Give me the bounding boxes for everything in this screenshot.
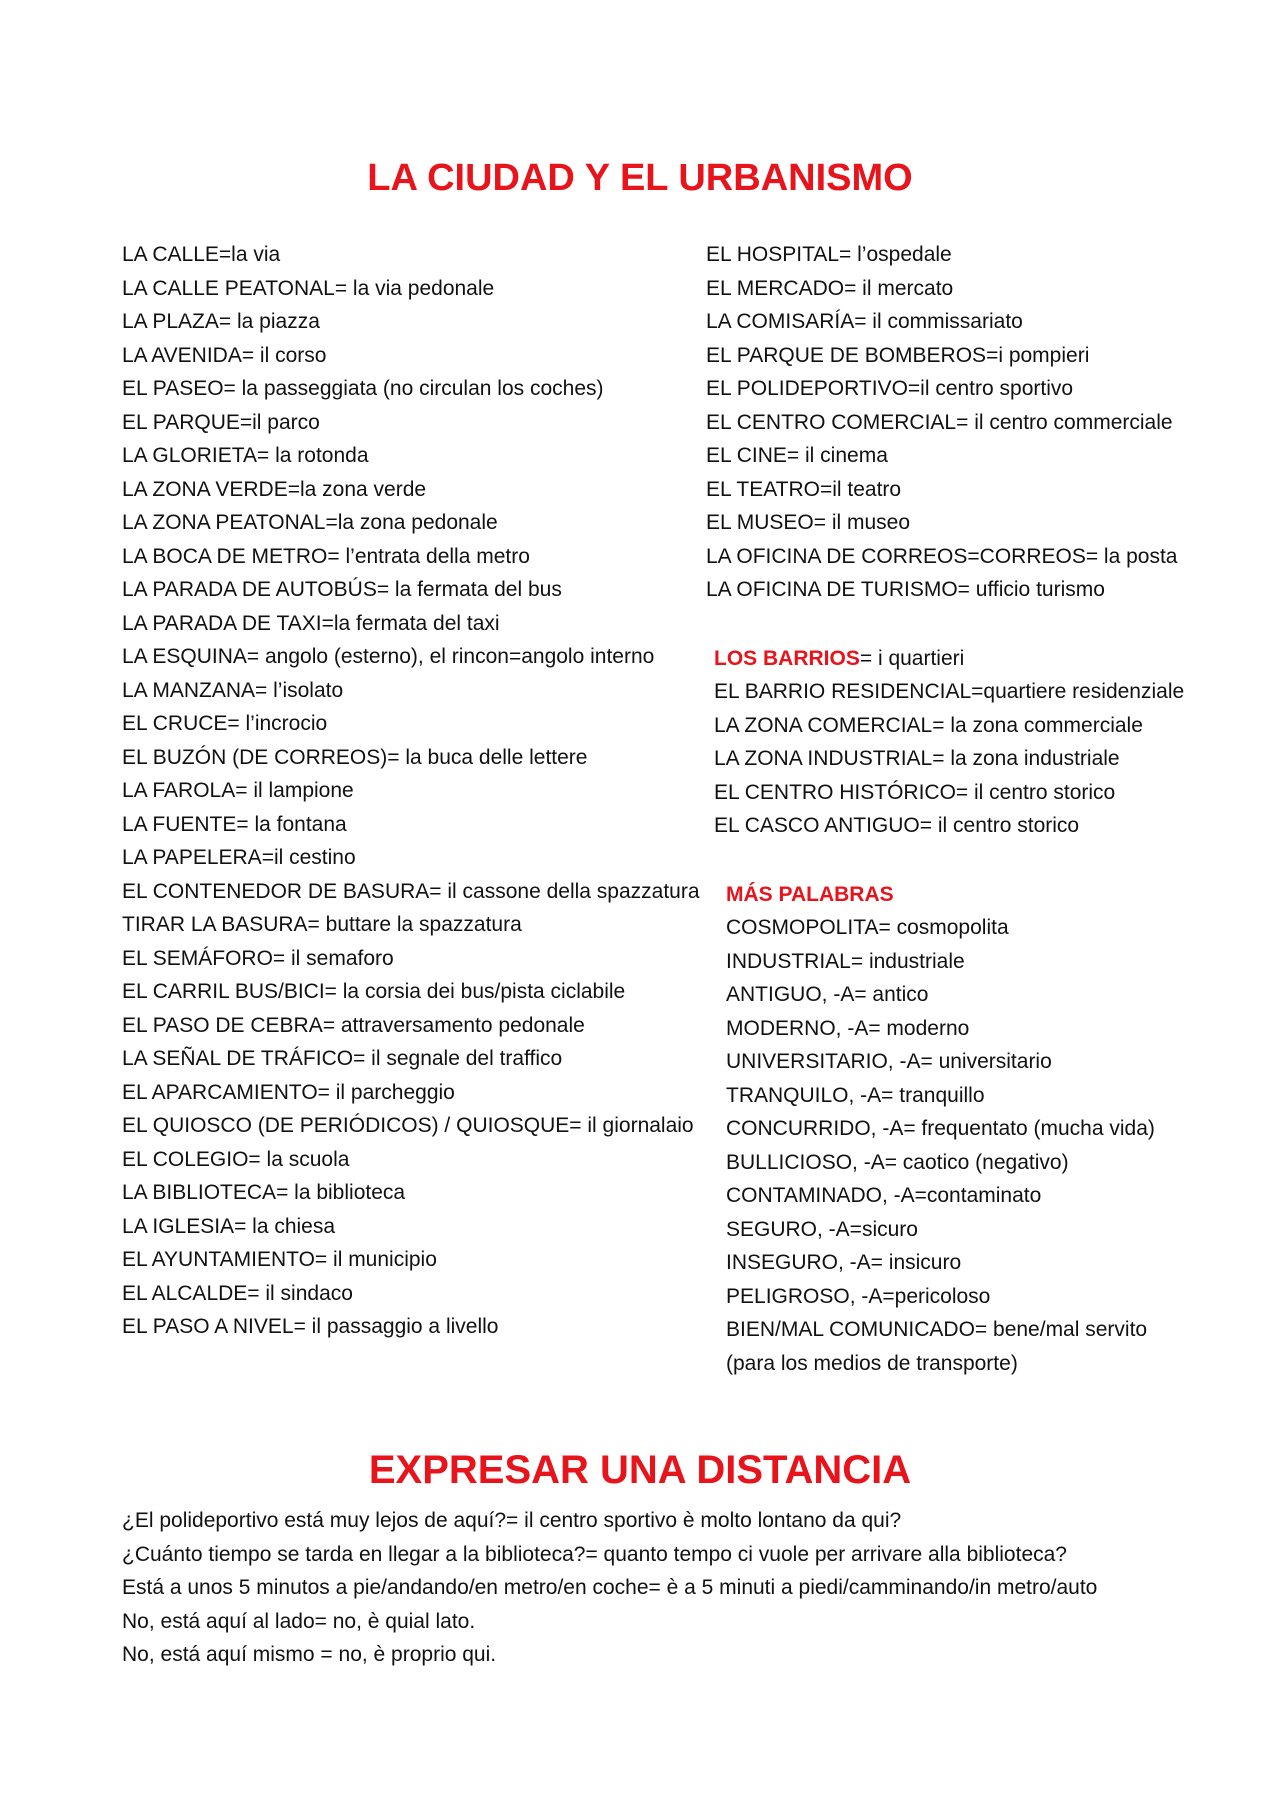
vocab-entry: INSEGURO, -A= insicuro — [726, 1251, 962, 1274]
vocab-entry: ANTIGUO, -A= antico — [726, 983, 929, 1006]
vocab-entry: EL TEATRO=il teatro — [706, 477, 902, 501]
spacer — [706, 843, 1276, 878]
vocab-entry: LA ESQUINA= angolo (esterno), el rincon=angolo interno — [122, 645, 655, 668]
vocab-entry: EL AYUNTAMIENTO= il municipio — [122, 1248, 437, 1271]
section-title-distance: EXPRESAR UNA DISTANCIA — [368, 1448, 912, 1492]
vocab-entry: LA PAPELERA=il cestino — [122, 846, 356, 869]
vocab-entry: CONTAMINADO, -A=contaminato — [726, 1184, 1042, 1207]
palabras-heading: MÁS PALABRAS — [726, 882, 894, 906]
vocab-entry: LA BOCA DE METRO= l’entrata della metro — [122, 544, 530, 568]
vocab-entry: EL ALCALDE= il sindaco — [122, 1281, 353, 1305]
vocab-entry: LA SEÑAL DE TRÁFICO= il segnale del traffico — [122, 1047, 563, 1070]
vocab-entry: EL CARRIL BUS/BICI= la corsia dei bus/pista ciclabile — [122, 980, 626, 1003]
vocab-entry: EL CINE= il cinema — [706, 444, 888, 467]
places-list — [706, 238, 1276, 607]
vocab-entry: LA FAROLA= il lampione — [122, 779, 354, 802]
page-title: LA CIUDAD Y EL URBANISMO — [367, 157, 913, 199]
vocab-entry: EL SEMÁFORO= il semaforo — [122, 946, 394, 970]
vocab-entry: LA BIBLIOTECA= la biblioteca — [122, 1181, 406, 1204]
left-vocabulary-column — [122, 238, 702, 1344]
vocab-entry: (para los medios de transporte) — [726, 1351, 1018, 1375]
distance-phrase: No, está aquí al lado= no, è quial lato. — [122, 1609, 476, 1633]
distance-phrase: No, está aquí mismo = no, è proprio qui. — [122, 1643, 497, 1666]
vocab-entry: EL CONTENEDOR DE BASURA= il cassone della spazzatura — [122, 879, 700, 903]
vocab-entry: MODERNO, -A= moderno — [726, 1016, 970, 1040]
spacer — [706, 607, 1276, 642]
vocab-entry: EL PASO DE CEBRA= attraversamento pedonale — [122, 1013, 585, 1037]
vocab-entry: EL PASO A NIVEL= il passaggio a livello — [122, 1315, 499, 1338]
vocab-entry: LA OFICINA DE CORREOS=CORREOS= la posta — [706, 544, 1178, 568]
barrios-heading: LOS BARRIOS — [714, 646, 860, 670]
vocab-entry: LA PARADA DE AUTOBÚS= la fermata del bus — [122, 578, 562, 601]
vocab-entry: LA PLAZA= la piazza — [122, 310, 320, 333]
vocab-entry: LA CALLE PEATONAL= la via pedonale — [122, 276, 495, 300]
vocab-entry: LA PARADA DE TAXI=la fermata del taxi — [122, 611, 500, 635]
distance-phrase: ¿Cuánto tiempo se tarda en llegar a la biblioteca?= quanto tempo ci vuole per arrivare alla biblioteca? — [122, 1542, 1067, 1566]
vocab-entry: BIEN/MAL COMUNICADO= bene/mal servito — [726, 1318, 1148, 1341]
barrios-heading-line — [706, 642, 1276, 676]
distance-phrase: Está a unos 5 minutos a pie/andando/en metro/en coche= è a 5 minuti a piedi/camminando/in metro/auto — [122, 1576, 1098, 1599]
vocab-entry: EL APARCAMIENTO= il parcheggio — [122, 1080, 455, 1104]
vocab-entry: COSMOPOLITA= cosmopolita — [726, 916, 1009, 939]
vocab-entry: LA ZONA COMERCIAL= la zona commerciale — [714, 713, 1143, 737]
vocab-entry: LA ZONA PEATONAL=la zona pedonale — [122, 511, 498, 534]
vocab-entry: PELIGROSO, -A=pericoloso — [726, 1284, 991, 1308]
vocab-entry: TRANQUILO, -A= tranquillo — [726, 1083, 985, 1107]
vocab-entry: CONCURRIDO, -A= frequentato (mucha vida) — [726, 1117, 1155, 1140]
vocab-entry: LA ZONA INDUSTRIAL= la zona industriale — [714, 747, 1120, 770]
vocab-entry: EL PARQUE=il parco — [122, 410, 320, 434]
right-vocabulary-column — [706, 238, 1276, 1380]
vocab-entry: SEGURO, -A=sicuro — [726, 1217, 918, 1241]
vocab-entry: EL PARQUE DE BOMBEROS=i pompieri — [706, 343, 1090, 367]
vocab-entry: LA ZONA VERDE=la zona verde — [122, 477, 427, 501]
vocab-entry: EL MERCADO= il mercato — [706, 276, 954, 300]
barrios-list — [706, 675, 1276, 843]
vocab-entry: UNIVERSITARIO, -A= universitario — [726, 1050, 1052, 1073]
vocab-entry: EL COLEGIO= la scuola — [122, 1147, 350, 1171]
vocab-entry: LA OFICINA DE TURISMO= ufficio turismo — [706, 578, 1105, 601]
vocab-entry: LA FUENTE= la fontana — [122, 812, 347, 836]
vocab-entry: BULLICIOSO, -A= caotico (negativo) — [726, 1150, 1069, 1174]
vocab-entry: LA IGLESIA= la chiesa — [122, 1214, 336, 1238]
vocab-entry: INDUSTRIAL= industriale — [726, 949, 965, 973]
vocab-entry: EL BUZÓN (DE CORREOS)= la buca delle lettere — [122, 745, 588, 769]
vocab-entry: EL QUIOSCO (DE PERIÓDICOS) / QUIOSQUE= il giornalaio — [122, 1114, 694, 1137]
vocab-entry: TIRAR LA BASURA= buttare la spazzatura — [122, 913, 522, 936]
vocab-entry: EL CENTRO HISTÓRICO= il centro storico — [714, 780, 1116, 804]
vocab-entry: EL POLIDEPORTIVO=il centro sportivo — [706, 377, 1074, 400]
vocab-entry: LA CALLE=la via — [122, 243, 281, 266]
vocab-entry: EL CRUCE= l’incrocio — [122, 712, 328, 735]
vocab-entry: EL CENTRO COMERCIAL= il centro commerciale — [706, 410, 1173, 434]
vocab-entry: LA GLORIETA= la rotonda — [122, 444, 369, 467]
vocab-entry: EL HOSPITAL= l’ospedale — [706, 243, 952, 266]
vocab-entry: EL MUSEO= il museo — [706, 511, 911, 534]
barrios-heading-translation: = i quartieri — [859, 646, 965, 670]
palabras-list — [706, 911, 1276, 1380]
vocab-entry: EL BARRIO RESIDENCIAL=quartiere residenziale — [714, 680, 1185, 703]
vocab-entry: EL PASEO= la passeggiata (no circulan los coches) — [122, 377, 604, 400]
distance-phrase: ¿El polideportivo está muy lejos de aquí?= il centro sportivo è molto lontano da qui? — [122, 1509, 902, 1532]
vocab-entry: LA AVENIDA= il corso — [122, 343, 327, 367]
vocab-entry: EL CASCO ANTIGUO= il centro storico — [714, 814, 1080, 837]
vocab-entry: LA COMISARÍA= il commissariato — [706, 310, 1023, 333]
distance-phrases — [122, 1504, 1272, 1672]
vocab-entry: LA MANZANA= l’isolato — [122, 678, 344, 702]
